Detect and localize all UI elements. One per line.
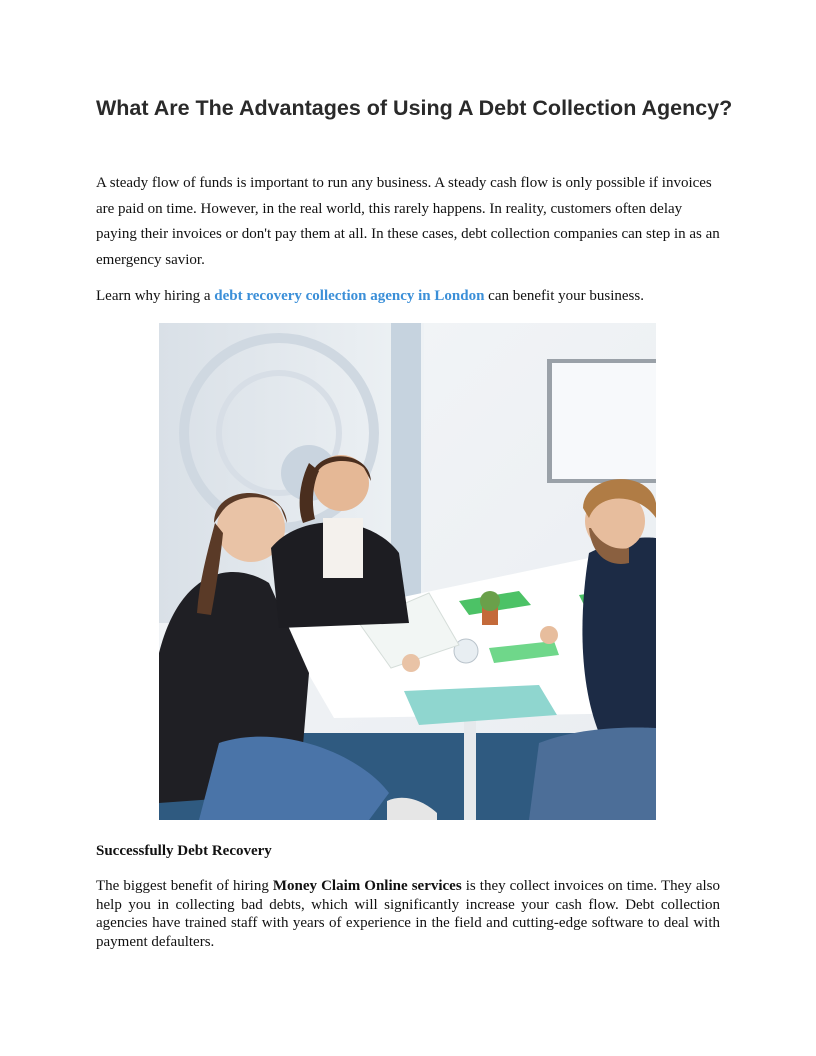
learn-paragraph [96,286,736,306]
money-claim-online-services: Money Claim Online services [272,878,462,894]
section-prefix: The biggest benefit of hiring [96,878,273,894]
learn-prefix: Learn why hiring a [96,288,215,304]
intro-paragraph: A steady flow of funds is important to run any business. A steady cash flow is only possible if invoices are paid on time. However, in the real world, this rarely happens. In reality, customers often delay paying their invoices or don't pay them at all. In these cases, debt collection companies can step in as an emergency savior. [96,175,720,268]
office-meeting-photo [159,323,656,820]
section-heading: Successfully Debt Recovery [96,843,272,859]
debt-recovery-agency-link[interactable]: debt recovery collection agency in London [214,288,485,304]
page-title: What Are The Advantages of Using A Debt Collection Agency? [96,96,733,120]
section-paragraph [96,877,720,951]
section-rest: is they collect invoices on time. They also help you in collecting bad debts, which will significantly increase your cash flow. Debt collection agencies have trained staff with years of experience in the field and cutting-edge software to deal with payment defaulters. [96,878,720,950]
learn-suffix: can benefit your business. [484,288,644,304]
